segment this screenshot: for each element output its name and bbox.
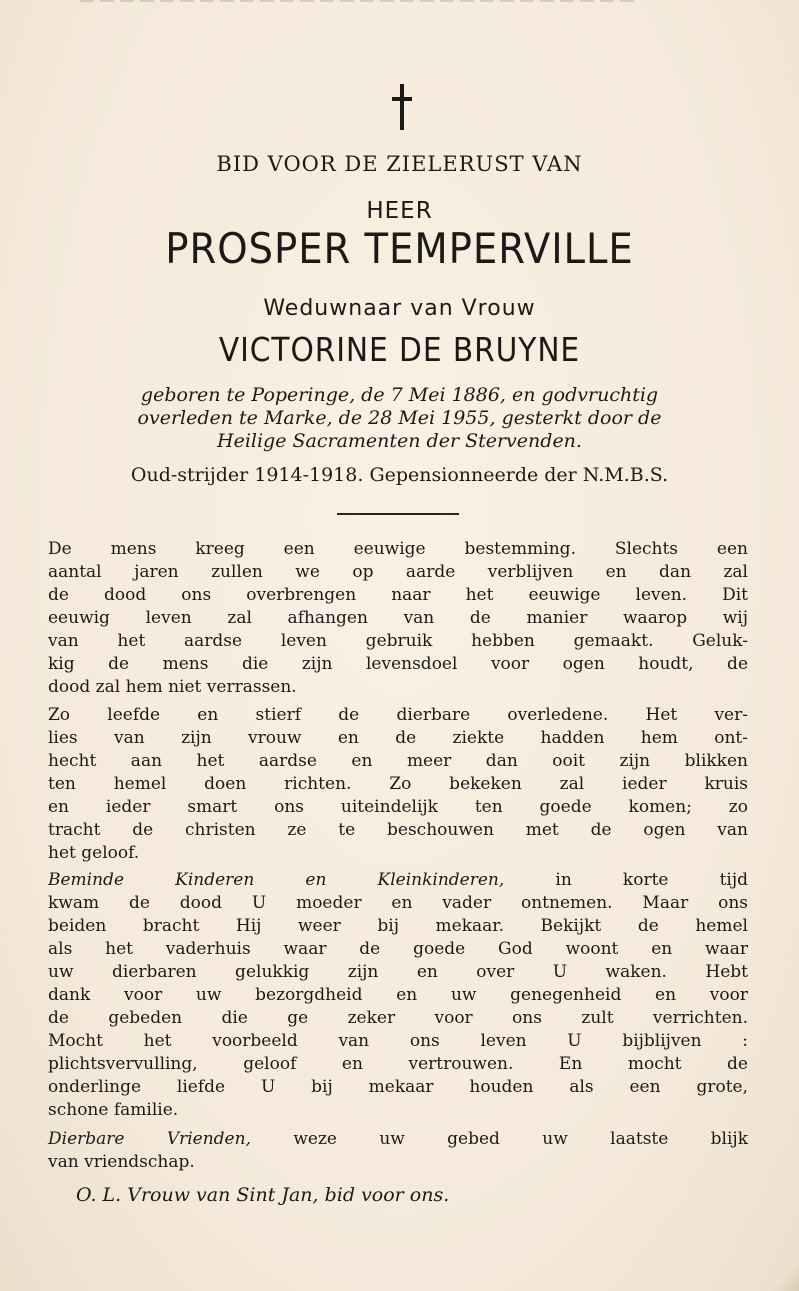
text-line: De mens kreeg een eeuwige bestemming. Slechts een (48, 539, 748, 559)
text-line: aantal jaren zullen we op aarde verblijven en dan zal (48, 562, 748, 582)
text-line: de dood ons overbrengen naar het eeuwige leven. Dit (48, 585, 748, 605)
text-line: schone familie. (48, 1100, 179, 1120)
widower-line: Weduwnaar van Vrouw (263, 296, 536, 321)
text-line: eeuwig leven zal afhangen van de manier waarop wij (48, 608, 748, 628)
text-line: dood zal hem niet verrassen. (48, 677, 297, 697)
text-line: Mocht het voorbeeld van ons leven U bijblijven : (48, 1031, 748, 1051)
text-line: als het vaderhuis waar de goede God woont en waar (48, 939, 748, 959)
veteran-line: Oud-strijder 1914-1918. Gepensionneerde der N.M.B.S. (130, 464, 669, 486)
text-line: en ieder smart ons uiteindelijk ten goede komen; zo (48, 797, 748, 817)
text-line: dank voor uw bezorgdheid en uw genegenheid en voor (48, 985, 748, 1005)
text-line: uw dierbaren gelukkig zijn en over U waken. Hebt (48, 962, 748, 982)
paragraph-2 (48, 704, 748, 865)
spouse-name: VICTORINE DE BRUYNE (218, 330, 581, 369)
page-corner-shadow (759, 1261, 799, 1291)
text-line: lies van zijn vrouw en de ziekte hadden hem ont- (48, 728, 748, 748)
address-children: Beminde Kinderen en Kleinkinderen, (48, 870, 505, 890)
text-line: van het aardse leven gebruik hebben gemaakt. Geluk- (48, 631, 748, 651)
text-line: de gebeden die ge zeker voor ons zult verrichten. (48, 1008, 748, 1028)
divider (337, 513, 459, 515)
honorific: HEER (366, 198, 433, 224)
text-line: plichtsvervulling, geloof en vertrouwen. En mocht de (48, 1054, 748, 1074)
top-border-line (80, 0, 640, 2)
cross-icon (392, 84, 412, 130)
bio-line-3: Heilige Sacramenten der Stervenden. (217, 430, 582, 452)
paragraph-4 (48, 1128, 748, 1174)
text-line: tracht de christen ze te beschouwen met de ogen van (48, 820, 748, 840)
text-line: het geloof. (48, 843, 140, 863)
text-line: kwam de dood U moeder en vader ontnemen. Maar ons (48, 893, 748, 913)
text-line: onderlinge liefde U bij mekaar houden als een grote, (48, 1077, 748, 1097)
paragraph-1 (48, 538, 748, 699)
text-line (48, 869, 748, 892)
bio-line-2: overleden te Marke, de 28 Mei 1955, gesterkt door de (137, 407, 662, 429)
text-line: kig de mens die zijn levensdoel voor ogen houdt, de (48, 654, 748, 674)
deceased-name: PROSPER TEMPERVILLE (165, 224, 634, 273)
address-friends: Dierbare Vrienden, (48, 1129, 251, 1149)
closing-prayer: O. L. Vrouw van Sint Jan, bid voor ons. (76, 1184, 450, 1206)
text-line: Zo leefde en stierf de dierbare overledene. Het ver- (48, 705, 748, 725)
text-line: ten hemel doen richten. Zo bekeken zal ieder kruis (48, 774, 748, 794)
text-fragment: weze uw gebed uw laatste blijk (293, 1129, 748, 1149)
prayer-heading: BID VOOR DE ZIELERUST VAN (216, 152, 583, 176)
bio-line-1: geboren te Poperinge, de 7 Mei 1886, en godvruchtig (140, 384, 659, 406)
text-line (48, 1128, 748, 1151)
text-line: beiden bracht Hij weer bij mekaar. Bekijkt de hemel (48, 916, 748, 936)
text-line: hecht aan het aardse en meer dan ooit zijn blikken (48, 751, 748, 771)
text-fragment: in korte tijd (555, 870, 749, 890)
text-line: van vriendschap. (48, 1152, 195, 1172)
paragraph-3 (48, 869, 748, 1122)
